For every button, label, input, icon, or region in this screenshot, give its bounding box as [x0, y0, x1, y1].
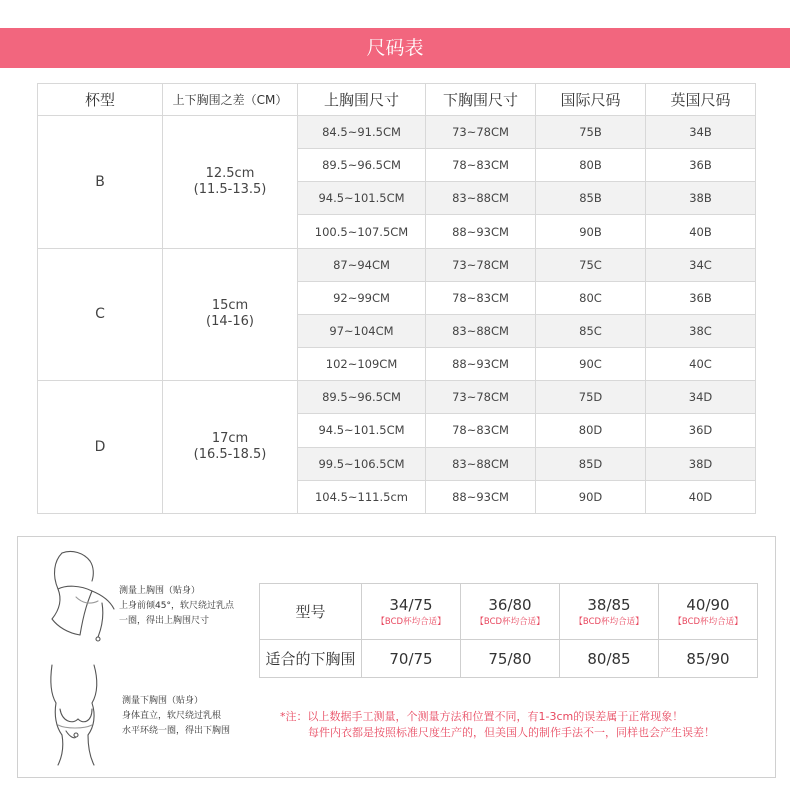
uk-size-cell: 40B [646, 215, 756, 248]
diff-cell [163, 381, 298, 514]
fit-label: 适合的下胸围 [260, 640, 362, 678]
upper-bust-cell: 84.5~91.5CM [298, 116, 426, 149]
diff-value: 15cm [211, 298, 249, 314]
model-size-cell [659, 584, 758, 640]
intl-size-cell: 75B [536, 116, 646, 149]
intl-size-cell: 90C [536, 348, 646, 381]
measurement-warning [280, 709, 770, 741]
header-upper-bust: 上胸围尺寸 [298, 84, 426, 116]
cup-cell: B [38, 116, 163, 249]
intl-size-cell: 80B [536, 149, 646, 182]
size-table-header [38, 84, 756, 116]
header-uk-size: 英国尺码 [646, 84, 756, 116]
model-cup-note: 【BCD杯均合适】 [673, 616, 743, 627]
header-cup: 杯型 [38, 84, 163, 116]
intl-size-cell: 90B [536, 215, 646, 248]
under-bust-cell: 88~93CM [426, 348, 536, 381]
model-size-row [260, 584, 758, 640]
diff-value: 17cm [211, 431, 249, 447]
fit-cell: 75/80 [461, 640, 560, 678]
intl-size-cell: 75D [536, 381, 646, 414]
diff-cell [163, 248, 298, 381]
under-bust-cell: 83~88CM [426, 447, 536, 480]
under-bust-cell: 78~83CM [426, 149, 536, 182]
uk-size-cell: 34C [646, 248, 756, 281]
upper-bust-cell: 92~99CM [298, 281, 426, 314]
upper-bust-cell: 97~104CM [298, 314, 426, 347]
intl-size-cell: 85B [536, 182, 646, 215]
upper-bust-cell: 100.5~107.5CM [298, 215, 426, 248]
fit-cell: 85/90 [659, 640, 758, 678]
under-bust-title: 测量下胸围（贴身） [122, 696, 204, 706]
under-bust-cell: 78~83CM [426, 414, 536, 447]
cup-cell: D [38, 381, 163, 514]
fit-cell: 70/75 [362, 640, 461, 678]
under-bust-measure-illustration [32, 659, 122, 769]
model-fit-row [260, 640, 758, 678]
under-bust-cell: 73~78CM [426, 381, 536, 414]
banner-title: 尺码表 [366, 37, 424, 59]
upper-bust-cell: 87~94CM [298, 248, 426, 281]
under-bust-line1: 身体直立，软尺绕过乳根 [122, 711, 222, 721]
measurement-panel [17, 536, 776, 778]
model-size-cell [461, 584, 560, 640]
cup-cell: C [38, 248, 163, 381]
under-bust-cell: 88~93CM [426, 215, 536, 248]
warning-line1: *注：以上数据手工测量，个测量方法和位置不同，有1-3cm的误差属于正常现象！ [280, 710, 684, 723]
upper-bust-measure-illustration [32, 545, 122, 647]
model-size: 38/85 [587, 595, 631, 614]
intl-size-cell: 75C [536, 248, 646, 281]
diff-range: (16.5-18.5) [193, 447, 267, 463]
uk-size-cell: 34D [646, 381, 756, 414]
upper-bust-line1: 上身前倾45°，软尺绕过乳点 [119, 601, 234, 611]
upper-bust-cell: 104.5~111.5cm [298, 480, 426, 513]
upper-bust-cell: 99.5~106.5CM [298, 447, 426, 480]
intl-size-cell: 85D [536, 447, 646, 480]
uk-size-cell: 40C [646, 348, 756, 381]
upper-bust-cell: 94.5~101.5CM [298, 414, 426, 447]
uk-size-cell: 36B [646, 149, 756, 182]
uk-size-cell: 38D [646, 447, 756, 480]
header-under-bust: 下胸围尺寸 [426, 84, 536, 116]
upper-bust-title: 测量上胸围（贴身） [119, 586, 201, 596]
intl-size-cell: 80D [536, 414, 646, 447]
under-bust-cell: 83~88CM [426, 314, 536, 347]
model-cup-note: 【BCD杯均合适】 [574, 616, 644, 627]
model-size: 34/75 [389, 595, 433, 614]
upper-bust-cell: 89.5~96.5CM [298, 381, 426, 414]
header-intl-size: 国际尺码 [536, 84, 646, 116]
intl-size-cell: 80C [536, 281, 646, 314]
model-size: 36/80 [488, 595, 532, 614]
diff-value: 12.5cm [205, 165, 255, 181]
upper-bust-instructions [119, 584, 259, 629]
under-bust-instructions [122, 694, 262, 739]
intl-size-cell: 90D [536, 480, 646, 513]
under-bust-cell: 73~78CM [426, 116, 536, 149]
under-bust-cell: 73~78CM [426, 248, 536, 281]
header-diff: 上下胸围之差（CM） [163, 84, 298, 116]
model-size-cell [560, 584, 659, 640]
under-bust-cell: 88~93CM [426, 480, 536, 513]
model-size-cell [362, 584, 461, 640]
model-label: 型号 [260, 584, 362, 640]
diff-range: (14-16) [206, 314, 254, 330]
upper-bust-cell: 102~109CM [298, 348, 426, 381]
uk-size-cell: 34B [646, 116, 756, 149]
upper-bust-line2: 一圈，得出上胸围尺寸 [119, 616, 210, 626]
diff-range: (11.5-13.5) [193, 181, 267, 197]
model-fit-table [259, 583, 758, 678]
fit-cell: 80/85 [560, 640, 659, 678]
warning-line2: 每件内衣都是按照标准尺度生产的，但美国人的制作手法不一，同样也会产生误差！ [308, 726, 715, 739]
uk-size-cell: 40D [646, 480, 756, 513]
uk-size-cell: 38B [646, 182, 756, 215]
table-row [38, 116, 756, 149]
size-chart-banner [0, 28, 790, 68]
uk-size-cell: 36D [646, 414, 756, 447]
uk-size-cell: 36B [646, 281, 756, 314]
under-bust-line2: 水平环绕一圈，得出下胸围 [122, 726, 231, 736]
upper-bust-cell: 94.5~101.5CM [298, 182, 426, 215]
intl-size-cell: 85C [536, 314, 646, 347]
table-row [38, 381, 756, 414]
diff-cell [163, 116, 298, 249]
uk-size-cell: 38C [646, 314, 756, 347]
under-bust-cell: 83~88CM [426, 182, 536, 215]
under-bust-cell: 78~83CM [426, 281, 536, 314]
table-row [38, 248, 756, 281]
model-cup-note: 【BCD杯均合适】 [376, 616, 446, 627]
size-table [37, 83, 756, 514]
model-size: 40/90 [686, 595, 730, 614]
upper-bust-cell: 89.5~96.5CM [298, 149, 426, 182]
model-cup-note: 【BCD杯均合适】 [475, 616, 545, 627]
